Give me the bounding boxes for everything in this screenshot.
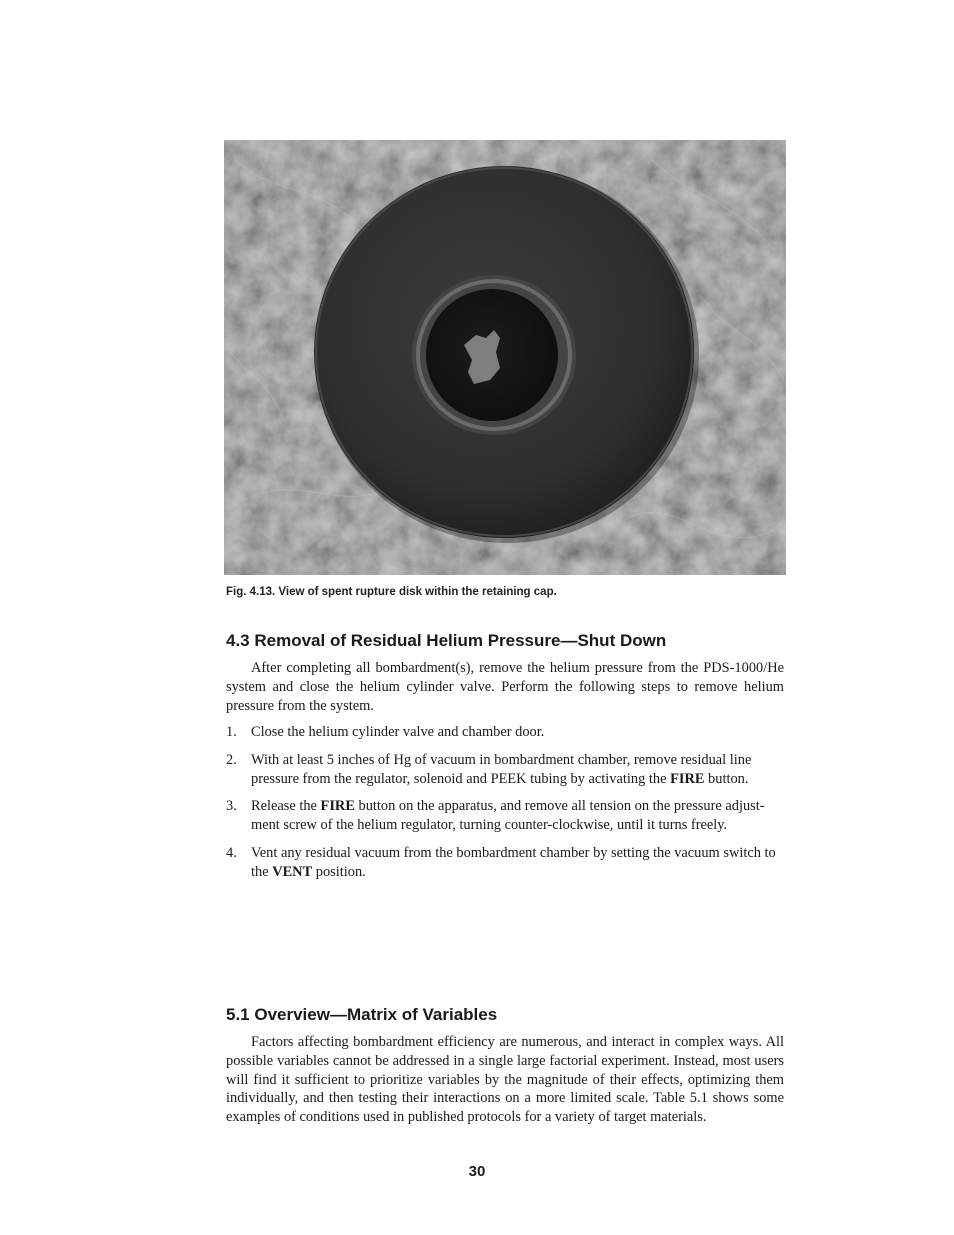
section-4-3-intro: After completing all bombardment(s), remove the helium pressure from the PDS-1000/He system and close the helium cylinder valve. Perform the following steps to remove helium pressure from the system. (226, 660, 784, 714)
step-text: Vent any residual vacuum from the bombardment chamber by setting the vacuum switch to the (251, 844, 776, 880)
section-heading-5-1: 5.1 Overview—Matrix of Variables (226, 1005, 498, 1024)
step-number: 3. (226, 798, 237, 815)
step-number: 4. (226, 844, 237, 861)
page-number: 30 (468, 1163, 486, 1180)
step-keyword: FIRE (320, 798, 355, 815)
step-text: button on the apparatus, and remove all tension on the pressure adjust-ment screw of the helium regulator, turning counter-clockwise, until it turns freely. (251, 798, 765, 834)
step-text: position. (312, 863, 366, 880)
section-heading-4-3: 4.3 Removal of Residual Helium Pressure—Shut Down (226, 631, 667, 650)
step-number: 2. (226, 751, 237, 768)
rupture-disk-photo (224, 140, 786, 575)
list-item (226, 844, 784, 882)
step-keyword: FIRE (670, 770, 705, 787)
step-text: Release the (251, 798, 321, 815)
step-text: With at least 5 inches of Hg of vacuum in bombardment chamber, remove residual line pressure from the regulator, solenoid and PEEK tubing by activating the (251, 751, 752, 787)
shutdown-steps-list (226, 723, 784, 891)
step-text: button. (704, 770, 749, 787)
list-item (226, 751, 784, 789)
list-item (226, 797, 784, 835)
step-keyword: VENT (272, 863, 313, 880)
section-5-1-body: Factors affecting bombardment efficiency are numerous, and interact in complex ways. All possible variables cannot be addressed in a single large factorial experiment. Instead, most users will find it sufficient to prioritize variables by the magnitude of their effects, optimizing them individually, and then testing their interactions on a more limited scale. Table 5.1 shows some examples of conditions used in published protocols for a variety of target materials. (226, 1034, 784, 1126)
step-text: Close the helium cylinder valve and chamber door. (251, 724, 545, 740)
list-item (226, 723, 784, 742)
step-number: 1. (226, 724, 237, 740)
figure-caption: Fig. 4.13. View of spent rupture disk within the retaining cap. (226, 586, 557, 598)
